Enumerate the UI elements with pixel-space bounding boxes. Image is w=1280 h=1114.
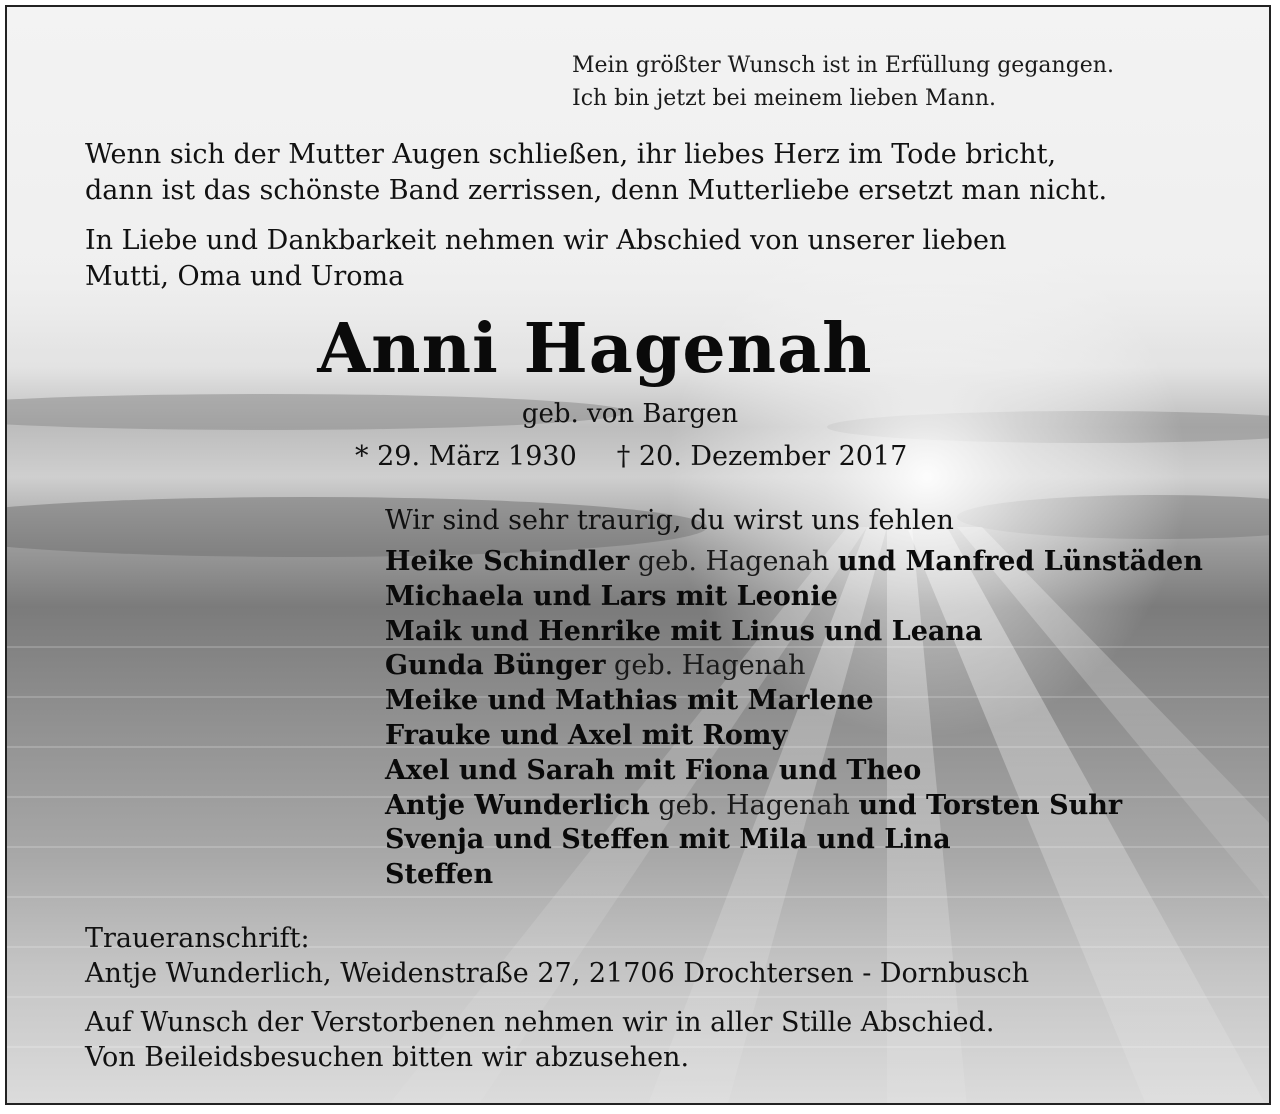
mourners-list (385, 545, 1203, 893)
mourners-intro: Wir sind sehr traurig, du wirst uns fehlen (385, 505, 954, 536)
note-line-2: Von Beileidsbesuchen bitten wir abzusehen. (85, 1042, 690, 1073)
farewell-line-2: Mutti, Oma und Uroma (85, 261, 405, 292)
mourner-row: Meike und Mathias mit Marlene (385, 685, 874, 717)
mourner-row: Steffen (385, 859, 494, 891)
note-line-1: Auf Wunsch der Verstorbenen nehmen wir in aller Stille Abschied. (85, 1007, 995, 1038)
quote-line-1: Mein größter Wunsch ist in Erfüllung gegangen. (572, 53, 1114, 78)
mourner-row: Gunda Bünger geb. Hagenah (385, 650, 806, 682)
mourner-row: Frauke und Axel mit Romy (385, 719, 788, 751)
deceased-name: Anni Hagenah (317, 309, 873, 389)
verse (85, 137, 1107, 209)
opening-quote (572, 49, 1114, 115)
farewell-line-1: In Liebe und Dankbarkeit nehmen wir Abschied von unserer lieben (85, 225, 1007, 256)
mourner-row: Heike Schindler geb. Hagenah und Manfred Lünstäden (385, 546, 1203, 577)
farewell-text (85, 223, 1006, 295)
address-label: Traueranschrift: (85, 923, 310, 954)
mourner-row: Axel und Sarah mit Fiona und Theo (385, 754, 922, 786)
life-dates (355, 441, 907, 472)
mourner-row: Svenja und Steffen mit Mila und Lina (385, 824, 951, 856)
mourner-row: Maik und Henrike mit Linus und Leana (385, 615, 983, 647)
mourner-row: Antje Wunderlich geb. Hagenah und Torsten Suhr (385, 789, 1123, 821)
address-value: Antje Wunderlich, Weidenstraße 27, 21706 Drochtersen - Dornbusch (85, 958, 1030, 989)
birth-name: geb. von Bargen (521, 399, 739, 429)
obituary-card (5, 5, 1271, 1105)
mourner-row: Michaela und Lars mit Leonie (385, 580, 838, 612)
verse-line-1: Wenn sich der Mutter Augen schließen, ihr liebes Herz im Tode bricht, (85, 139, 1057, 170)
mourning-address (85, 921, 1029, 991)
verse-line-2: dann ist das schönste Band zerrissen, denn Mutterliebe ersetzt man nicht. (85, 175, 1108, 206)
birth-date: * 29. März 1930 (355, 441, 577, 472)
quote-line-2: Ich bin jetzt bei meinem lieben Mann. (572, 86, 996, 111)
closing-note (85, 1005, 994, 1075)
death-date: † 20. Dezember 2017 (616, 441, 908, 472)
